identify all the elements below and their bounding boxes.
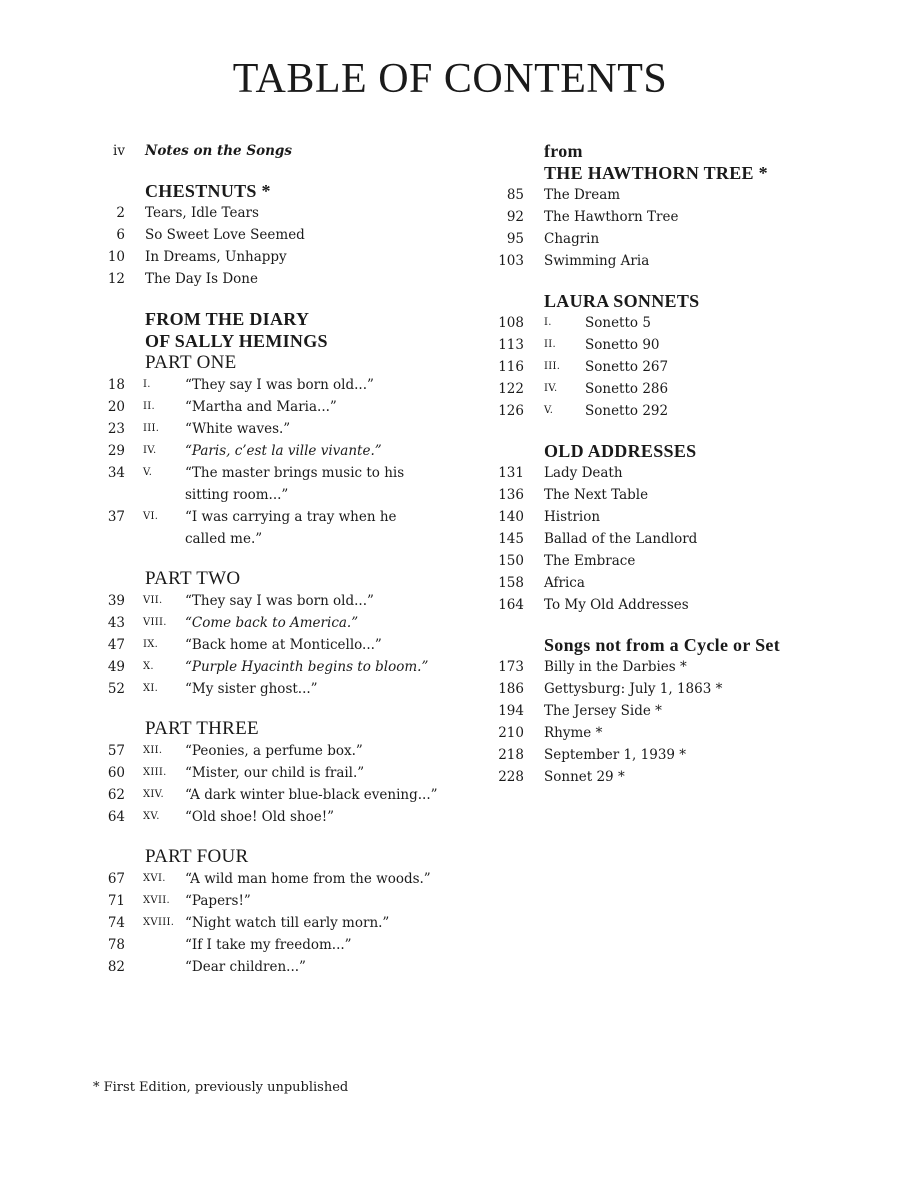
toc-entry[interactable] [0,418,470,440]
page-number: iv [113,143,125,159]
toc-entry[interactable] [0,740,470,762]
page-number: 2 [116,205,125,221]
page-number: 113 [498,337,524,353]
entry-title: Gettysburg: July 1, 1863 * [544,681,723,697]
page-number: 194 [498,703,524,719]
roman-numeral: II. [544,339,556,350]
entry-title: Ballad of the Landlord [544,531,698,547]
entry-title: “Papers!” [185,893,251,909]
entry-title: “A wild man home from the woods.” [185,871,431,887]
songs-not-list [490,656,900,788]
entry-title: Notes on the Songs [145,143,292,159]
roman-numeral: XIII. [143,767,167,778]
toc-entry[interactable] [490,356,900,378]
page-number: 150 [498,553,524,569]
roman-numeral: XII. [143,745,163,756]
toc-entry[interactable] [490,378,900,400]
entry-title: The Day Is Done [145,271,258,287]
page-number: 43 [107,615,125,631]
part-two-list [0,590,470,700]
page-number: 126 [498,403,524,419]
toc-entry[interactable] [490,550,900,572]
page-number: 108 [498,315,524,331]
page-number: 136 [498,487,524,503]
section-heading-hawthorn-line2: THE HAWTHORN TREE * [544,163,768,183]
roman-numeral: X. [143,661,154,672]
page-number: 158 [498,575,524,591]
roman-numeral: I. [143,379,151,390]
footnote: * First Edition, previously unpublished [93,1080,349,1095]
entry-title: Africa [544,575,585,591]
roman-numeral: XV. [143,811,160,822]
entry-title: The Dream [544,187,621,203]
toc-entry-notes[interactable] [0,140,470,162]
entry-title: In Dreams, Unhappy [145,249,287,265]
page-number: 67 [107,871,125,887]
toc-entry[interactable] [490,400,900,422]
page-number: 164 [498,597,524,613]
roman-numeral: XVIII. [143,917,175,928]
entry-title: “The master brings music to his sitting room...” [185,465,405,503]
roman-numeral: I. [544,317,552,328]
toc-entry[interactable] [0,246,470,268]
page-number: 60 [107,765,125,781]
toc-entry[interactable] [490,766,900,788]
entry-title: “White waves.” [185,421,291,437]
entry-title: “Martha and Maria...” [185,399,337,415]
page-number: 47 [107,637,125,653]
entry-title: Tears, Idle Tears [145,205,259,221]
toc-entry[interactable] [490,528,900,550]
chestnuts-list [0,202,470,290]
entry-title: Sonetto 292 [585,403,669,419]
toc-entry[interactable] [0,912,470,934]
part-heading-two: PART TWO [145,568,241,589]
left-column [0,140,470,978]
page-number: 218 [498,747,524,763]
entry-title: “Purple Hyacinth begins to bloom.” [185,659,429,675]
page-number: 34 [107,465,125,481]
page-number: 95 [506,231,524,247]
toc-entry[interactable] [490,184,900,206]
entry-title: “If I take my freedom...” [185,937,352,953]
entry-title: Sonetto 286 [585,381,669,397]
entry-title: Sonnet 29 * [544,769,625,785]
entry-title: So Sweet Love Seemed [145,227,305,243]
toc-entry[interactable] [0,762,470,784]
page-number: 71 [107,893,125,909]
toc-entry[interactable] [490,594,900,616]
page-number: 57 [107,743,125,759]
toc-entry[interactable] [0,934,470,956]
entry-title: “Old shoe! Old shoe!” [185,809,335,825]
toc-entry[interactable] [490,462,900,484]
old-addresses-list [490,462,900,616]
roman-numeral: II. [143,401,155,412]
entry-title: To My Old Addresses [544,597,689,613]
toc-entry[interactable] [490,744,900,766]
section-heading-chestnuts: CHESTNUTS * [145,181,271,201]
roman-numeral: V. [143,467,153,478]
page-number: 92 [506,209,524,225]
entry-title: “A dark winter blue-black evening...” [185,787,438,803]
entry-title: Sonetto 90 [585,337,660,353]
page-number: 23 [107,421,125,437]
entry-title: “Paris, c’est la ville vivante.” [185,443,382,459]
entry-title: “Back home at Monticello...” [185,637,382,653]
page-number: 173 [498,659,524,675]
page-number: 131 [498,465,524,481]
toc-entry[interactable] [0,202,470,224]
toc-entry[interactable] [490,506,900,528]
entry-title: The Next Table [544,487,649,503]
toc-entry[interactable] [490,206,900,228]
entry-title: “Dear children...” [185,959,306,975]
entry-title: “My sister ghost...” [185,681,318,697]
part-four-list [0,868,470,978]
entry-title: Chagrin [544,231,600,247]
page-number: 78 [107,937,125,953]
toc-entry[interactable] [490,484,900,506]
roman-numeral: IV. [143,445,157,456]
page-number: 12 [107,271,125,287]
toc-entry[interactable] [0,784,470,806]
page-number: 116 [498,359,524,375]
part-heading-four: PART FOUR [145,846,249,867]
hawthorn-list [490,184,900,272]
entry-title: “Night watch till early morn.” [185,915,390,931]
toc-entry[interactable] [0,224,470,246]
section-heading-old-addresses: OLD ADDRESSES [544,441,697,461]
section-heading-hawthorn-line1: from [544,141,583,161]
toc-entry[interactable] [0,634,470,656]
entry-title: Sonetto 5 [585,315,651,331]
page-number: 10 [107,249,125,265]
page-number: 145 [498,531,524,547]
toc-entry[interactable] [490,334,900,356]
page-number: 18 [107,377,125,393]
toc-entry[interactable] [490,228,900,250]
toc-entry[interactable] [0,868,470,890]
entry-title: “Mister, our child is frail.” [185,765,365,781]
page-title: TABLE OF CONTENTS [232,56,668,102]
entry-title: Billy in the Darbies * [544,659,687,675]
roman-numeral: IX. [143,639,159,650]
part-heading-one: PART ONE [145,352,237,373]
page-number: 186 [498,681,524,697]
section-heading-diary-line1: FROM THE DIARY [145,309,310,329]
toc-entry[interactable] [490,678,900,700]
toc-entry[interactable] [0,656,470,678]
toc-entry[interactable] [0,806,470,828]
toc-entry[interactable] [490,250,900,272]
page-number: 140 [498,509,524,525]
page-number: 228 [498,769,524,785]
roman-numeral: IV. [544,383,558,394]
page-number: 6 [116,227,125,243]
roman-numeral: XIV. [143,789,164,800]
page-number: 74 [107,915,125,931]
toc-entry[interactable] [0,506,470,550]
laura-list [490,312,900,422]
section-heading-diary-line2: OF SALLY HEMINGS [145,331,328,351]
toc-entry[interactable] [490,700,900,722]
roman-numeral: III. [143,423,160,434]
page-number: 29 [107,443,125,459]
toc-entry[interactable] [490,722,900,744]
entry-title: Rhyme * [544,725,603,741]
part-heading-three: PART THREE [145,718,259,739]
page-number: 20 [107,399,125,415]
roman-numeral: VIII. [143,617,167,628]
page-number: 62 [107,787,125,803]
page-number: 64 [107,809,125,825]
part-three-list [0,740,470,828]
part-one-list [0,374,470,550]
entry-title: “Peonies, a perfume box.” [185,743,363,759]
entry-title: The Jersey Side * [544,703,662,719]
entry-title: “I was carrying a tray when he called me.” [185,509,397,547]
section-heading-songs-not: Songs not from a Cycle or Set [544,635,781,655]
page-number: 122 [498,381,524,397]
entry-title: September 1, 1939 * [544,747,687,763]
entry-title: Swimming Aria [544,253,650,269]
section-heading-laura: LAURA SONNETS [544,291,700,311]
entry-title: Sonetto 267 [585,359,669,375]
toc-entry[interactable] [490,572,900,594]
roman-numeral: V. [544,405,554,416]
page-number: 82 [107,959,125,975]
entry-title: The Embrace [544,553,636,569]
page-number: 37 [107,509,125,525]
roman-numeral: VI. [143,511,159,522]
toc-entry[interactable] [0,890,470,912]
roman-numeral: III. [544,361,561,372]
page-number: 210 [498,725,524,741]
entry-title: The Hawthorn Tree [544,209,679,225]
entry-title: “They say I was born old...” [185,377,374,393]
roman-numeral: VII. [143,595,163,606]
roman-numeral: XVI. [143,873,166,884]
toc-entry[interactable] [0,440,470,462]
toc-entry[interactable] [0,268,470,290]
roman-numeral: XI. [143,683,159,694]
roman-numeral: XVII. [143,895,170,906]
right-column [490,140,900,788]
toc-entry[interactable] [0,590,470,612]
page-number: 39 [107,593,125,609]
page-number: 103 [498,253,524,269]
page-number: 85 [506,187,524,203]
toc-entry[interactable] [0,612,470,634]
entry-title: Histrion [544,509,601,525]
toc-entry[interactable] [0,462,470,506]
toc-entry[interactable] [490,656,900,678]
toc-entry[interactable] [0,956,470,978]
entry-title: Lady Death [544,465,623,481]
entry-title: “Come back to America.” [185,615,359,631]
toc-entry[interactable] [0,678,470,700]
toc-entry[interactable] [0,374,470,396]
page-number: 52 [107,681,125,697]
page-number: 49 [107,659,125,675]
toc-entry[interactable] [490,312,900,334]
entry-title: “They say I was born old...” [185,593,374,609]
toc-entry[interactable] [0,396,470,418]
